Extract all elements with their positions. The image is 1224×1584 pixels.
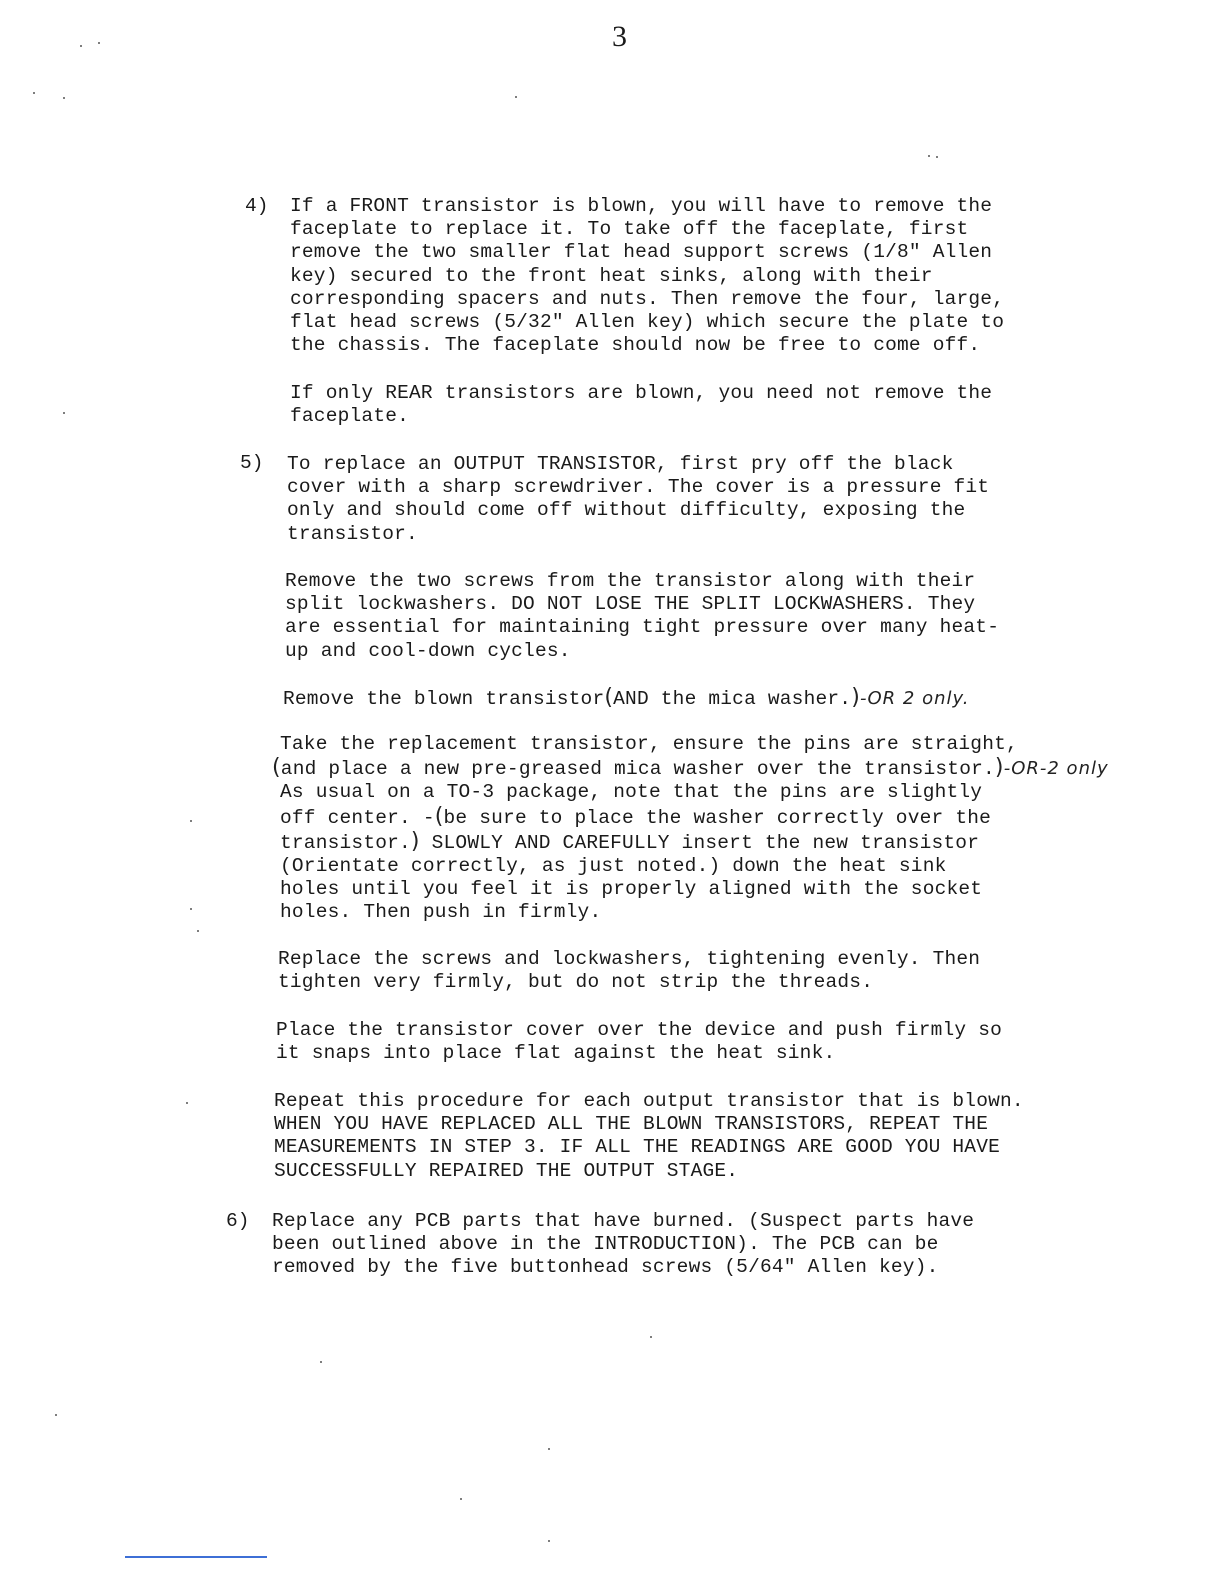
handwritten-paren-open: ( <box>434 803 444 829</box>
text-run: Remove the blown transistor <box>283 688 605 710</box>
item-number-4: 4) <box>245 195 269 217</box>
scan-speck <box>186 1102 188 1104</box>
text-run: off center. - <box>280 806 435 829</box>
text-line: Repeat this procedure for each output transistor that is blown. <box>274 1090 1024 1112</box>
text-line: removed by the five buttonhead screws (5/64" Allen key). <box>272 1256 939 1279</box>
scan-speck <box>460 1498 462 1500</box>
text-line <box>283 686 969 711</box>
item-number-6: 6) <box>226 1210 250 1232</box>
handwritten-paren-close: ) <box>851 685 860 710</box>
text-line: Remove the two screws from the transistor along with their <box>285 570 976 592</box>
text-line: If only REAR transistors are blown, you need not remove the <box>290 382 993 404</box>
section-5-paragraph-3 <box>283 686 969 711</box>
text-line <box>280 805 1109 830</box>
text-line: holes. Then push in firmly. <box>280 901 602 924</box>
scan-speck <box>197 930 199 932</box>
scan-speck <box>936 156 938 158</box>
handwritten-paren-close: ) <box>994 755 1004 781</box>
scan-speck <box>98 42 100 44</box>
scan-speck <box>548 1448 550 1450</box>
handwritten-paren-open: ( <box>272 755 281 781</box>
text-line: it snaps into place flat against the heat sink. <box>276 1042 836 1065</box>
text-line: Replace any PCB parts that have burned. (Suspect parts have <box>272 1210 975 1232</box>
scan-speck <box>63 97 65 99</box>
footnote-rule <box>125 1556 267 1558</box>
text-line: faceplate to replace it. To take off the faceplate, first <box>290 218 969 241</box>
text-line: are essential for maintaining tight pressure over many heat- <box>285 616 1000 639</box>
text-line: flat head screws (5/32" Allen key) which secure the plate to <box>290 311 1005 334</box>
text-run: AND the mica washer. <box>613 688 852 710</box>
handwritten-paren-close: ) <box>410 828 420 854</box>
scan-speck <box>320 1361 322 1363</box>
text-line: As usual on a TO-3 package, note that the pins are slightly <box>280 781 983 804</box>
text-line: only and should come off without difficulty, exposing the <box>287 499 966 522</box>
text-line: Place the transistor cover over the device and push firmly so <box>276 1019 1003 1041</box>
text-line: tighten very firmly, but do not strip the threads. <box>278 971 874 994</box>
scan-speck <box>55 1414 57 1416</box>
text-line: transistor. <box>287 522 418 545</box>
handwritten-paren-open: ( <box>604 685 614 710</box>
section-5-paragraph-4 <box>272 733 1109 925</box>
text-line: (Orientate correctly, as just noted.) down the heat sink <box>280 855 947 878</box>
scan-speck <box>63 412 65 414</box>
scan-speck <box>80 45 82 47</box>
text-line: split lockwashers. DO NOT LOSE THE SPLIT LOCKWASHERS. They <box>285 593 976 616</box>
scan-speck <box>190 820 192 822</box>
text-line: holes until you feel it is properly aligned with the socket <box>280 878 983 901</box>
scan-speck <box>515 96 517 98</box>
text-run: be sure to place the washer correctly over the <box>443 806 992 829</box>
text-line: MEASUREMENTS IN STEP 3. IF ALL THE READINGS ARE GOOD YOU HAVE <box>274 1136 1001 1159</box>
text-run: SLOWLY AND CAREFULLY insert the new transistor <box>419 831 980 854</box>
handwritten-annotation: -OR 2 only. <box>860 688 970 709</box>
text-line: up and cool-down cycles. <box>285 639 571 662</box>
scan-speck <box>33 92 35 94</box>
text-run: transistor. <box>280 831 411 854</box>
item-number-5: 5) <box>240 452 264 474</box>
text-line: WHEN YOU HAVE REPLACED ALL THE BLOWN TRANSISTORS, REPEAT THE <box>274 1113 989 1136</box>
handwritten-annotation: -OR-2 only <box>1003 758 1109 780</box>
text-line: corresponding spacers and nuts. Then remove the four, large, <box>290 287 1005 310</box>
section-5-paragraph-6 <box>276 1019 1002 1065</box>
section-5-paragraph-2 <box>285 570 999 663</box>
text-line: Replace the screws and lockwashers, tightening evenly. Then <box>278 948 981 970</box>
section-5-paragraph-1 <box>287 453 989 546</box>
text-line: remove the two smaller flat head support screws (1/8" Allen <box>290 241 993 264</box>
scan-speck <box>928 155 930 157</box>
text-line: cover with a sharp screwdriver. The cover is a pressure fit <box>287 476 990 499</box>
section-4-paragraph-1 <box>290 195 1004 357</box>
text-line: the chassis. The faceplate should now be free to come off. <box>290 334 981 357</box>
text-line <box>280 830 1109 855</box>
section-6-paragraph-1 <box>272 1210 974 1280</box>
text-line: If a FRONT transistor is blown, you will have to remove the <box>290 195 993 217</box>
text-line: faceplate. <box>290 405 410 428</box>
text-line: key) secured to the front heat sinks, along with their <box>290 264 933 287</box>
text-run: and place a new pre-greased mica washer over the transistor. <box>280 758 995 781</box>
page-number: 3 <box>612 20 627 53</box>
text-line: been outlined above in the INTRODUCTION). The PCB can be <box>272 1233 939 1256</box>
text-line: Take the replacement transistor, ensure the pins are straight, <box>280 733 1018 755</box>
text-line: To replace an OUTPUT TRANSISTOR, first pry off the black <box>287 453 954 475</box>
scan-speck <box>548 1540 550 1542</box>
section-4-paragraph-2 <box>290 382 992 428</box>
section-5-paragraph-5 <box>278 948 980 994</box>
scan-speck <box>190 908 192 910</box>
scan-speck <box>650 1336 652 1338</box>
text-line: SUCCESSFULLY REPAIRED THE OUTPUT STAGE. <box>274 1159 739 1182</box>
text-line <box>272 755 1109 781</box>
section-5-paragraph-7 <box>274 1090 1024 1183</box>
